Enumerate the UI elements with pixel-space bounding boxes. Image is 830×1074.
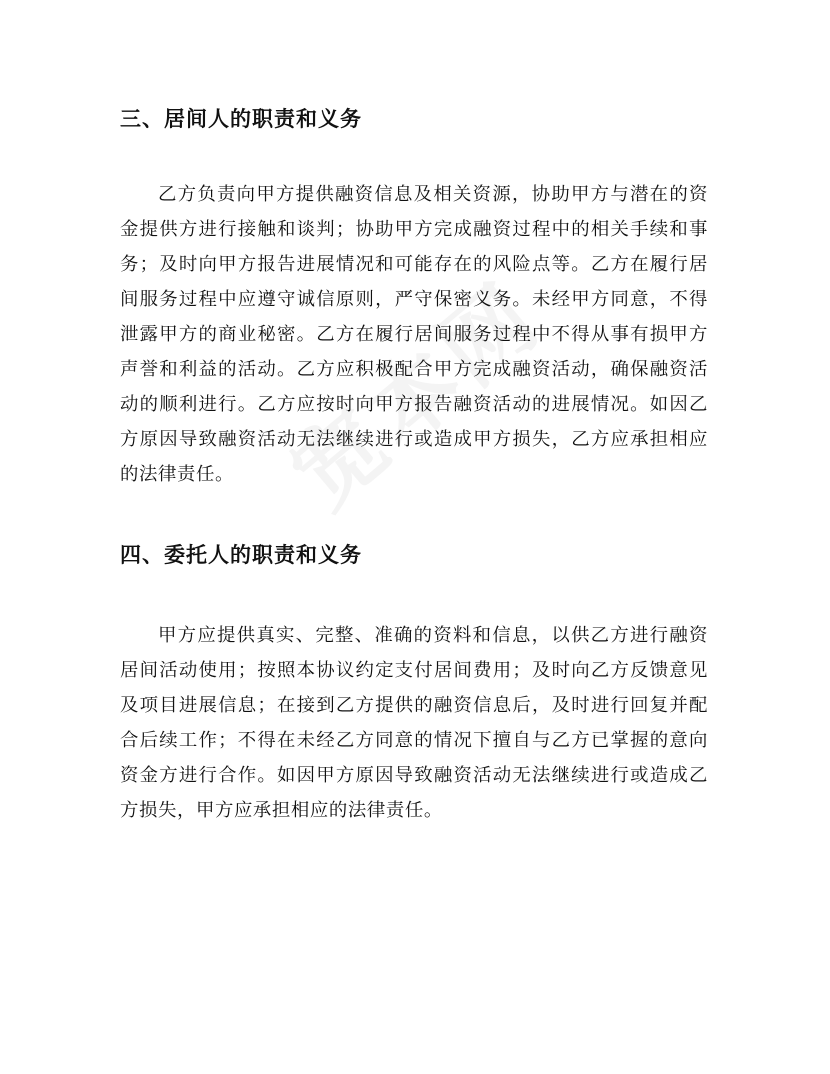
section-heading-client-duties: 四、委托人的职责和义务 [120, 543, 362, 567]
section-paragraph-intermediary-duties: 乙方负责向甲方提供融资信息及相关资源，协助甲方与潜在的资金提供方进行接触和谈判；协助甲方完成融资过程中的相关手续和事务；及时向甲方报告进展情况和可能存在的风险点等。乙方在履行居间服务过程中应遵守诚信原则，严守保密义务。未经甲方同意，不得泄露甲方的商业秘密。乙方在履行居间服务过程中不得从事有损甲方声誉和利益的活动。乙方应积极配合甲方完成融资活动，确保融资活动的顺利进行。乙方应按时向甲方报告融资活动的进展情况。如因乙方原因导致融资活动无法继续进行或造成甲方损失，乙方应承担相应的法律责任。 [120, 184, 708, 485]
section-paragraph-client-duties: 甲方应提供真实、完整、准确的资料和信息，以供乙方进行融资居间活动使用；按照本协议约定支付居间费用；及时向乙方反馈意见及项目进展信息；在接到乙方提供的融资信息后，及时进行回复并配合后续工作；不得在未经乙方同意的情况下擅自与乙方已掌握的意向资金方进行合作。如因甲方原因导致融资活动无法继续进行或造成乙方损失，甲方应承担相应的法律责任。 [120, 625, 708, 821]
section-heading-intermediary-duties: 三、居间人的职责和义务 [120, 107, 362, 131]
